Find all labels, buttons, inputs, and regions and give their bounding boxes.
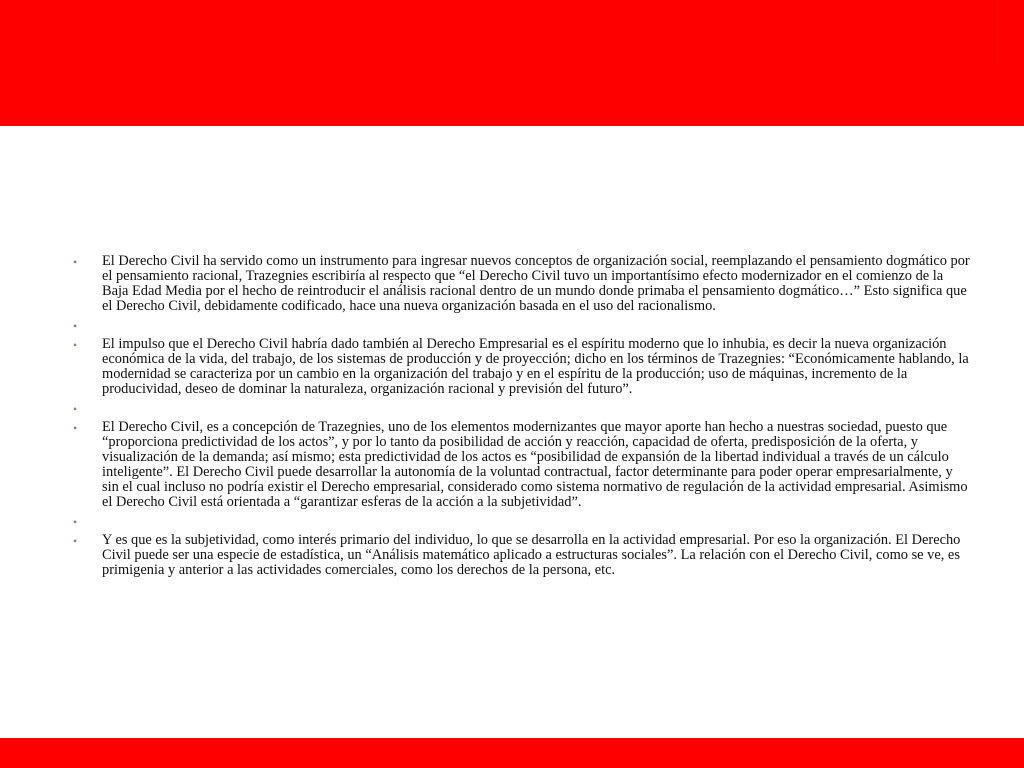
bullet-text: El Derecho Civil ha servido como un instrumento para ingresar nuevos conceptos de organización social, reemplazando el pensamiento dogmático por el pensamiento racional, Trazegnies escribiría al respecto que “el Derecho Civil tuvo un importantísimo efecto modernizador en el comienzo de la Baja Edad Media por el hecho de reintroducir el análisis racional dentro de un mundo donde primaba el pensamiento dogmático…” Esto significa que el Derecho Civil, debidamente codificado, hace una nueva organización basada en el uso del racionalismo. bbox=[102, 253, 970, 314]
bullet-icon: • bbox=[73, 319, 78, 333]
bullet-item-empty bbox=[72, 318, 972, 333]
bullet-item bbox=[72, 420, 972, 510]
bullet-list bbox=[72, 254, 972, 578]
bullet-item bbox=[72, 337, 972, 397]
bullet-text: El Derecho Civil, es a concepción de Trazegnies, uno de los elementos modernizantes que mayor aporte han hecho a nuestras sociedad, puesto que “proporciona predictividad de los actos”, y por lo tanto da posibilidad de acción y reacción, capacidad de oferta, predisposición de la oferta, y visualización de la demanda; así mismo; esta predictividad de los actos es “posibilidad de expansión de la libertad individual a través de un cálculo inteligente”. El Derecho Civil puede desarrollar la autonomía de la voluntad contractual, factor determinante para poder operar empresarialmente, y sin el cual incluso no podría existir el Derecho empresarial, considerado como sistema normativo de regulación de la actividad empresarial. Asimismo el Derecho Civil está orientada a “garantizar esferas de la acción a la subjetividad”. bbox=[102, 419, 968, 510]
bullet-icon: • bbox=[73, 338, 78, 352]
bullet-icon: • bbox=[73, 402, 78, 416]
bullet-icon: • bbox=[73, 515, 78, 529]
slide-body bbox=[72, 254, 972, 582]
bullet-text: Y es que es la subjetividad, como interés primario del individuo, lo que se desarrolla en la actividad empresarial. Por eso la organización. El Derecho Civil puede ser una especie de estadística, un “Análisis matemático aplicado a estructuras sociales”. La relación con el Derecho Civil, como se ve, es primigenia y anterior a las actividades comerciales, como los derechos de la persona, etc. bbox=[102, 532, 961, 578]
top-band-divider bbox=[994, 0, 995, 66]
bullet-item-empty bbox=[72, 401, 972, 416]
top-red-band bbox=[0, 0, 1024, 126]
bottom-red-band bbox=[0, 738, 1024, 768]
bullet-item bbox=[72, 254, 972, 314]
bullet-item-empty bbox=[72, 514, 972, 529]
bullet-text: El impulso que el Derecho Civil habría dado también al Derecho Empresarial es el espíritu moderno que lo inhubia, es decir la nueva organización económica de la vida, del trabajo, de los sistemas de producción y de proyección; dicho en los términos de Trazegnies: “Económicamente hablando, la modernidad se caracteriza por un cambio en la organización del trabajo y en el espíritu de la producción; uso de máquinas, incremento de la producividad, deseo de dominar la naturaleza, organización racional y previsión del futuro”. bbox=[102, 336, 969, 397]
bullet-icon: • bbox=[73, 255, 78, 269]
bullet-icon: • bbox=[73, 421, 78, 435]
bullet-icon: • bbox=[73, 534, 78, 548]
bullet-item bbox=[72, 533, 972, 578]
